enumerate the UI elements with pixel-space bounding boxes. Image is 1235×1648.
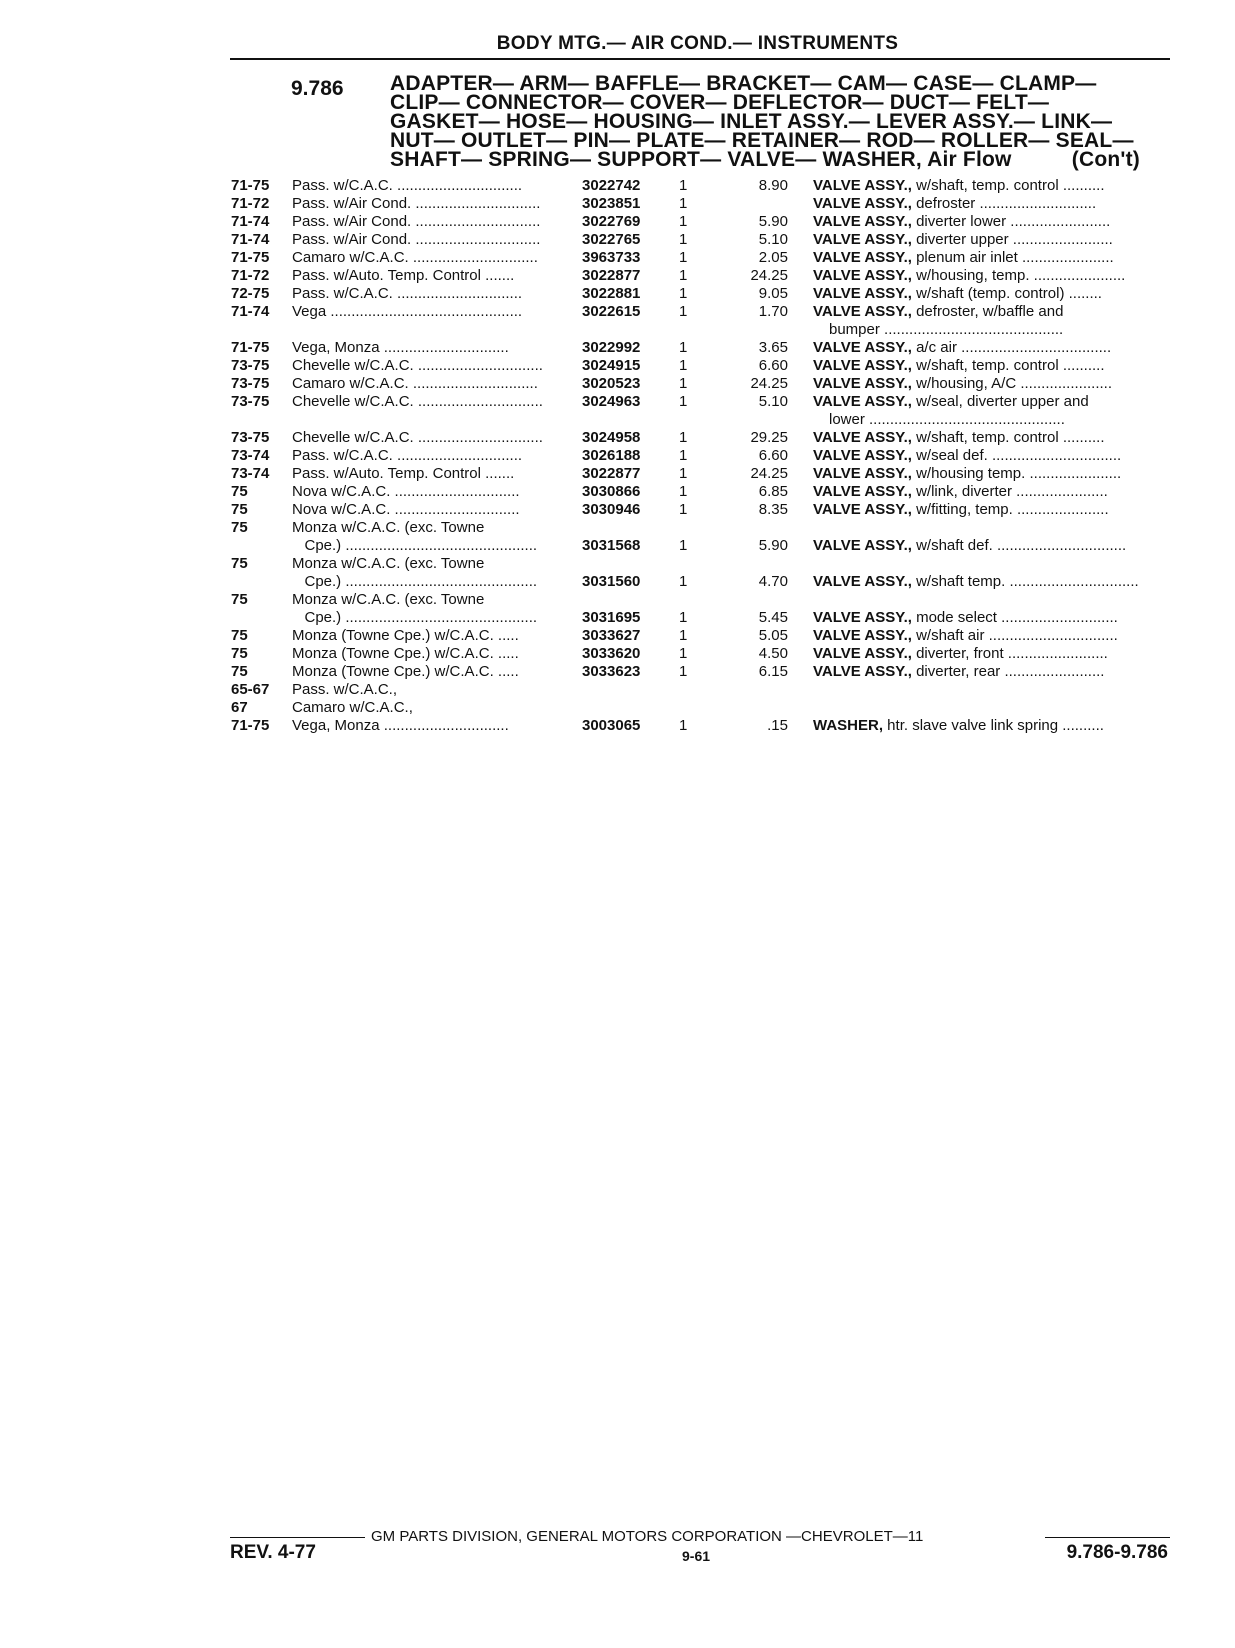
model-description: Pass. w/Auto. Temp. Control ....... (292, 267, 515, 284)
quantity: 1 (679, 717, 688, 734)
quantity: 1 (679, 339, 688, 356)
quantity: 1 (679, 663, 688, 680)
part-number: 3020523 (582, 375, 641, 392)
year-range: 75 (231, 591, 248, 608)
footer-rule-left (230, 1537, 365, 1538)
part-name: VALVE ASSY., (813, 609, 912, 626)
quantity: 1 (679, 213, 688, 230)
part-description (813, 339, 1175, 356)
year-range: 71-75 (231, 177, 270, 194)
section-heading-line: CLIP— CONNECTOR— COVER— DEFLECTOR— DUCT— FELT— (390, 91, 1050, 114)
year-range: 71-72 (231, 195, 270, 212)
part-number: 3033627 (582, 627, 641, 644)
table-row (0, 321, 1235, 340)
part-description (813, 393, 1175, 410)
part-description (813, 177, 1175, 194)
year-range: 67 (231, 699, 248, 716)
model-description: Pass. w/C.A.C. .............................. (292, 285, 523, 302)
part-name: VALVE ASSY., (813, 645, 912, 662)
part-number: 3022742 (582, 177, 641, 194)
part-detail: lower ............................................... (829, 411, 1065, 428)
year-range: 75 (231, 483, 248, 500)
price: 5.45 (758, 609, 788, 626)
table-row (0, 213, 1235, 232)
table-row (0, 231, 1235, 250)
part-number: 3022769 (582, 213, 641, 230)
part-detail: diverter lower ........................ (911, 213, 1111, 230)
model-description: Chevelle w/C.A.C. .............................. (292, 393, 543, 410)
price: 5.10 (758, 231, 788, 248)
part-name: VALVE ASSY., (813, 195, 912, 212)
part-detail: w/shaft, temp. control .......... (911, 357, 1105, 374)
part-description (813, 645, 1175, 662)
model-description: Pass. w/Auto. Temp. Control ....... (292, 465, 515, 482)
part-name: VALVE ASSY., (813, 303, 912, 320)
part-description (813, 231, 1175, 248)
part-detail: diverter upper ........................ (911, 231, 1113, 248)
quantity: 1 (679, 609, 688, 626)
model-description: Cpe.) .............................................. (292, 573, 538, 590)
part-number: 3022877 (582, 267, 641, 284)
quantity: 1 (679, 393, 688, 410)
part-name: VALVE ASSY., (813, 357, 912, 374)
part-description (813, 429, 1175, 446)
table-row (0, 537, 1235, 556)
part-number: 3033620 (582, 645, 641, 662)
part-name: VALVE ASSY., (813, 483, 912, 500)
part-name: VALVE ASSY., (813, 537, 912, 554)
page-header-title: BODY MTG.— AIR COND.— INSTRUMENTS (496, 33, 899, 54)
part-number: 3033623 (582, 663, 641, 680)
quantity: 1 (679, 249, 688, 266)
table-row (0, 195, 1235, 214)
continued-label: (Con't) (1071, 148, 1140, 171)
table-row (0, 717, 1235, 736)
table-row (0, 375, 1235, 394)
year-range: 65-67 (231, 681, 270, 698)
part-number: 3022765 (582, 231, 641, 248)
part-name: VALVE ASSY., (813, 267, 912, 284)
quantity: 1 (679, 447, 688, 464)
part-number: 3024958 (582, 429, 641, 446)
quantity: 1 (679, 501, 688, 518)
footer-rule-right (1045, 1537, 1170, 1538)
year-range: 75 (231, 627, 248, 644)
section-heading-text: SHAFT— SPRING— SUPPORT— VALVE— WASHER, Air Flow (390, 148, 1012, 171)
year-range: 71-74 (231, 303, 270, 320)
quantity: 1 (679, 573, 688, 590)
quantity: 1 (679, 267, 688, 284)
part-detail: w/seal, diverter upper and (911, 393, 1089, 410)
year-range: 71-72 (231, 267, 270, 284)
part-number: 3023851 (582, 195, 641, 212)
part-description (813, 267, 1175, 284)
part-description (813, 627, 1175, 644)
part-description (813, 285, 1175, 302)
model-description: Monza (Towne Cpe.) w/C.A.C. ..... (292, 663, 519, 680)
table-row (0, 411, 1235, 430)
part-name: VALVE ASSY., (813, 249, 912, 266)
part-detail: defroster ............................ (911, 195, 1097, 212)
part-number: 3024915 (582, 357, 641, 374)
part-number: 3031560 (582, 573, 641, 590)
price: 29.25 (750, 429, 788, 446)
year-range: 73-75 (231, 393, 270, 410)
quantity: 1 (679, 645, 688, 662)
price: 5.05 (758, 627, 788, 644)
part-name: VALVE ASSY., (813, 375, 912, 392)
price: 5.10 (758, 393, 788, 410)
part-description (813, 195, 1175, 212)
part-description (813, 447, 1175, 464)
price: 6.85 (758, 483, 788, 500)
table-row (0, 447, 1235, 466)
table-row (0, 465, 1235, 484)
table-row (0, 627, 1235, 646)
year-range: 75 (231, 501, 248, 518)
part-name: VALVE ASSY., (813, 663, 912, 680)
part-detail: a/c air .................................... (911, 339, 1112, 356)
part-description (829, 321, 1191, 338)
price: 6.60 (758, 447, 788, 464)
quantity: 1 (679, 231, 688, 248)
part-number: 3026188 (582, 447, 641, 464)
year-range: 71-75 (231, 249, 270, 266)
model-description: Pass. w/C.A.C., (292, 681, 398, 698)
table-row (0, 177, 1235, 196)
part-detail: diverter, front ........................ (911, 645, 1108, 662)
year-range: 73-75 (231, 375, 270, 392)
model-description: Pass. w/C.A.C. .............................. (292, 177, 523, 194)
year-range: 75 (231, 519, 248, 536)
price: 8.35 (758, 501, 788, 518)
model-description: Pass. w/Air Cond. .............................. (292, 231, 541, 248)
year-range: 71-74 (231, 213, 270, 230)
part-name: VALVE ASSY., (813, 627, 912, 644)
part-detail: diverter, rear ........................ (911, 663, 1105, 680)
price: 24.25 (750, 465, 788, 482)
price: 4.70 (758, 573, 788, 590)
quantity: 1 (679, 429, 688, 446)
part-detail: w/shaft air ............................... (911, 627, 1118, 644)
table-row (0, 555, 1235, 574)
part-detail: w/shaft def. ............................... (911, 537, 1127, 554)
part-description (813, 717, 1175, 734)
part-name: VALVE ASSY., (813, 501, 912, 518)
price: 2.05 (758, 249, 788, 266)
model-description: Pass. w/C.A.C. .............................. (292, 447, 523, 464)
price: 5.90 (758, 213, 788, 230)
model-description: Camaro w/C.A.C. .............................. (292, 375, 538, 392)
table-row (0, 519, 1235, 538)
part-name: VALVE ASSY., (813, 393, 912, 410)
model-description: Monza (Towne Cpe.) w/C.A.C. ..... (292, 645, 519, 662)
part-detail: defroster, w/baffle and (911, 303, 1064, 320)
year-range: 73-75 (231, 429, 270, 446)
quantity: 1 (679, 375, 688, 392)
price: 24.25 (750, 375, 788, 392)
part-name: WASHER, (813, 717, 884, 734)
quantity: 1 (679, 483, 688, 500)
part-detail: bumper ........................................... (829, 321, 1064, 338)
model-description: Chevelle w/C.A.C. .............................. (292, 429, 543, 446)
footer-company: GM PARTS DIVISION, GENERAL MOTORS CORPORATION —CHEVROLET—11 (371, 1528, 924, 1545)
price: 4.50 (758, 645, 788, 662)
part-number: 3024963 (582, 393, 641, 410)
model-description: Nova w/C.A.C. .............................. (292, 483, 520, 500)
price: 24.25 (750, 267, 788, 284)
part-name: VALVE ASSY., (813, 177, 912, 194)
price: 6.15 (758, 663, 788, 680)
model-description: Nova w/C.A.C. .............................. (292, 501, 520, 518)
part-name: VALVE ASSY., (813, 231, 912, 248)
part-detail: w/shaft (temp. control) ........ (911, 285, 1102, 302)
year-range: 71-75 (231, 717, 270, 734)
year-range: 73-75 (231, 357, 270, 374)
part-detail: w/shaft temp. ............................... (911, 573, 1139, 590)
part-name: VALVE ASSY., (813, 573, 912, 590)
quantity: 1 (679, 627, 688, 644)
model-description: Vega .............................................. (292, 303, 523, 320)
section-heading-line: NUT— OUTLET— PIN— PLATE— RETAINER— ROD— ROLLER— SEAL— (390, 129, 1134, 152)
footer-company-line (230, 1528, 1170, 1545)
year-range: 71-74 (231, 231, 270, 248)
table-row (0, 591, 1235, 610)
table-row (0, 699, 1235, 718)
part-description (813, 303, 1175, 320)
table-row (0, 429, 1235, 448)
part-number: 3022615 (582, 303, 641, 320)
part-name: VALVE ASSY., (813, 213, 912, 230)
quantity: 1 (679, 357, 688, 374)
part-detail: w/fitting, temp. ...................... (911, 501, 1109, 518)
table-row (0, 339, 1235, 358)
model-description: Monza (Towne Cpe.) w/C.A.C. ..... (292, 627, 519, 644)
table-row (0, 249, 1235, 268)
model-description: Monza w/C.A.C. (exc. Towne (292, 555, 485, 572)
table-row (0, 285, 1235, 304)
part-number: 3022877 (582, 465, 641, 482)
part-number: 3963733 (582, 249, 641, 266)
part-detail: w/housing, temp. ...................... (911, 267, 1126, 284)
part-description (829, 411, 1191, 428)
year-range: 75 (231, 663, 248, 680)
part-number: 3031695 (582, 609, 641, 626)
model-description: Pass. w/Air Cond. .............................. (292, 195, 541, 212)
table-row (0, 645, 1235, 664)
part-description (813, 213, 1175, 230)
model-description: Camaro w/C.A.C. .............................. (292, 249, 538, 266)
part-description (813, 357, 1175, 374)
header-rule (230, 58, 1170, 60)
part-detail: plenum air inlet ...................... (911, 249, 1114, 266)
part-name: VALVE ASSY., (813, 285, 912, 302)
table-row (0, 357, 1235, 376)
revision-label: REV. 4-77 (230, 1542, 316, 1563)
part-detail: w/housing temp. ...................... (911, 465, 1122, 482)
year-range: 75 (231, 645, 248, 662)
part-description (813, 375, 1175, 392)
price: .15 (767, 717, 788, 734)
price: 9.05 (758, 285, 788, 302)
model-description: Cpe.) .............................................. (292, 537, 538, 554)
part-detail: htr. slave valve link spring .......... (883, 717, 1104, 734)
model-description: Chevelle w/C.A.C. .............................. (292, 357, 543, 374)
part-detail: w/shaft, temp. control .......... (911, 177, 1105, 194)
part-description (813, 537, 1175, 554)
year-range: 73-74 (231, 447, 270, 464)
table-row (0, 681, 1235, 700)
part-description (813, 609, 1175, 626)
year-range: 71-75 (231, 339, 270, 356)
part-description (813, 465, 1175, 482)
part-detail: w/shaft, temp. control .......... (911, 429, 1105, 446)
part-description (813, 483, 1175, 500)
year-range: 73-74 (231, 465, 270, 482)
section-range: 9.786-9.786 (1066, 1542, 1168, 1563)
price: 8.90 (758, 177, 788, 194)
table-row (0, 393, 1235, 412)
section-heading (390, 74, 1170, 169)
price: 6.60 (758, 357, 788, 374)
table-row (0, 303, 1235, 322)
table-row (0, 663, 1235, 682)
part-number: 3031568 (582, 537, 641, 554)
quantity: 1 (679, 537, 688, 554)
part-description (813, 663, 1175, 680)
price: 3.65 (758, 339, 788, 356)
quantity: 1 (679, 195, 688, 212)
part-detail: w/seal def. ............................... (911, 447, 1122, 464)
section-heading-line: GASKET— HOSE— HOUSING— INLET ASSY.— LEVER ASSY.— LINK— (390, 110, 1113, 133)
price: 1.70 (758, 303, 788, 320)
section-number: 9.786 (291, 77, 344, 100)
part-number: 3030946 (582, 501, 641, 518)
part-name: VALVE ASSY., (813, 429, 912, 446)
quantity: 1 (679, 465, 688, 482)
part-detail: mode select ............................ (911, 609, 1118, 626)
quantity: 1 (679, 177, 688, 194)
price: 5.90 (758, 537, 788, 554)
year-range: 72-75 (231, 285, 270, 302)
table-row (0, 483, 1235, 502)
part-description (813, 501, 1175, 518)
model-description: Camaro w/C.A.C., (292, 699, 413, 716)
year-range: 75 (231, 555, 248, 572)
part-name: VALVE ASSY., (813, 447, 912, 464)
part-number: 3022881 (582, 285, 641, 302)
model-description: Vega, Monza .............................. (292, 717, 509, 734)
table-row (0, 573, 1235, 592)
part-detail: w/link, diverter ...................... (911, 483, 1108, 500)
part-number: 3030866 (582, 483, 641, 500)
quantity: 1 (679, 303, 688, 320)
model-description: Monza w/C.A.C. (exc. Towne (292, 591, 485, 608)
section-heading-line: ADAPTER— ARM— BAFFLE— BRACKET— CAM— CASE— CLAMP— (390, 72, 1097, 95)
part-description (813, 249, 1175, 266)
part-name: VALVE ASSY., (813, 339, 912, 356)
quantity: 1 (679, 285, 688, 302)
part-number: 3003065 (582, 717, 641, 734)
part-description (813, 573, 1175, 590)
part-number: 3022992 (582, 339, 641, 356)
model-description: Vega, Monza .............................. (292, 339, 509, 356)
page-number: 9-61 (682, 1548, 711, 1564)
model-description: Pass. w/Air Cond. .............................. (292, 213, 541, 230)
part-detail: w/housing, A/C ...................... (911, 375, 1112, 392)
table-row (0, 609, 1235, 628)
section-heading-line (390, 150, 1170, 169)
table-row (0, 267, 1235, 286)
part-name: VALVE ASSY., (813, 465, 912, 482)
table-row (0, 501, 1235, 520)
model-description: Cpe.) .............................................. (292, 609, 538, 626)
model-description: Monza w/C.A.C. (exc. Towne (292, 519, 485, 536)
